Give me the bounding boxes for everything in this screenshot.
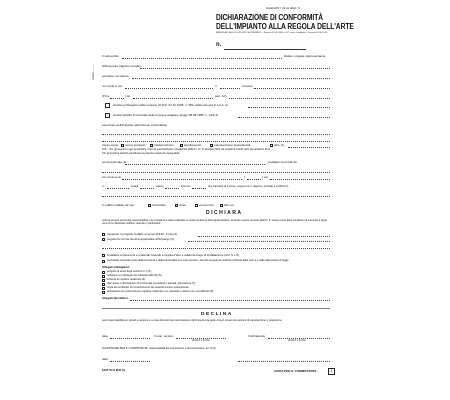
label-albo: iscritta all'Albo Provinciale delle Imprese artigiane (legge 08.08.1985, n. 443) di: [113, 113, 218, 117]
label-data-2: data: [102, 357, 108, 361]
interno-field[interactable]: [192, 188, 206, 189]
label-proprieta: di proprietà di (nome, cognome o ragione sociale e indirizzo): [208, 184, 289, 188]
allegato-3-checkbox[interactable]: [102, 279, 105, 282]
label-titolare: titolare o legale rappresentante: [284, 54, 326, 58]
trasformazione-checkbox[interactable]: [150, 144, 153, 147]
allegato-5-checkbox[interactable]: [102, 287, 105, 290]
componenti-checkbox[interactable]: [102, 254, 105, 257]
header-subtitle: MINISTERO DELLO SVILUPPO ECONOMICO - Decreto 22.01.2008, n.37 e succ. modifiche - Decreto 19.05.2010: [216, 32, 328, 34]
label-installato: installato nei locali siti: [268, 160, 297, 164]
label-nel-comune: nel comune di: [102, 175, 121, 179]
option-altri-usi: altri usi: [224, 203, 234, 207]
label-operante: operante nel settore: [102, 74, 129, 78]
via-2-field[interactable]: [270, 179, 330, 180]
label-prov-2: (: [244, 175, 245, 179]
operante-field[interactable]: [132, 78, 330, 79]
allegato-5: copia del certificato di riconoscimento dei requisiti tecnico-professionali;: [107, 286, 190, 289]
label-tel: ) tel.: [125, 94, 131, 98]
option-trasformazione: trasformazione: [154, 143, 174, 147]
option-ampliamento: ampliamento: [184, 143, 202, 147]
label-resp-tecnico: Il resp. tecnico: [154, 334, 174, 338]
section-divider: [102, 308, 330, 309]
dichiara-item-1: rispettato il progetto redatto ai sensi dell'art. 5 (da (2): [107, 232, 178, 236]
title-line-2: DELL'IMPIANTO ALLA REGOLA DELL'ARTE: [216, 21, 354, 31]
altri-usi-checkbox[interactable]: [220, 204, 223, 207]
data-2-field[interactable]: [110, 361, 150, 362]
dichiara-title: DICHIARA: [206, 210, 243, 216]
label-piano: piano: [156, 184, 164, 188]
label-inteso: inteso come:: [102, 143, 120, 147]
allegato-1-checkbox[interactable]: [102, 271, 105, 274]
label-dichiarante: Il dichiarante: [248, 334, 266, 338]
declina-title: DECLINA: [201, 312, 233, 317]
declina-text: ogni responsabilità per sinistri a persone o a cose derivanti da manomissione dell'impianto da parte di terzi ovvero da carenze di manutenzione o riparazione.: [102, 319, 283, 322]
label-comune: comune: [242, 84, 253, 88]
proprieta-field[interactable]: [102, 196, 330, 197]
inteso-note-2: Per gli impianti elettrici specificare la potenza massima impegnabile.: [102, 152, 181, 155]
label-scala: scala: [131, 184, 139, 188]
esecutrice-field-1[interactable]: [102, 134, 330, 135]
commissionato-field[interactable]: [125, 164, 265, 165]
option-manutenzione: manutenzione straordinaria: [214, 143, 251, 147]
form-number-label: n.: [216, 42, 222, 48]
installato-field[interactable]: [102, 172, 330, 173]
form-number-field[interactable]: [224, 49, 306, 50]
albo-field[interactable]: [238, 117, 330, 118]
allegato-1: progetto ai sensi degli articoli 5 e 7 (4);: [107, 270, 152, 273]
allegato-label: ALLEGATO I, (di cui all'art. 7): [266, 7, 300, 10]
registro-field[interactable]: [248, 107, 330, 108]
allegati-facoltativi-label: Allegati facoltativi:: [102, 296, 129, 300]
via-field[interactable]: [125, 88, 213, 89]
footer-copy-label: COPIA PER IL COMMITTENTE: [274, 369, 317, 373]
title-line-1: DICHIARAZIONE DI CONFORMITÀ: [216, 12, 324, 22]
esecutrice-field-2[interactable]: [102, 141, 330, 142]
label-esecutrice: esecutrice dell'impianto (descrizione schematica): [102, 123, 168, 127]
timbro-firma-2: (timbro e firma): [288, 339, 306, 342]
piano-field[interactable]: [165, 188, 179, 189]
albo-checkbox[interactable]: [105, 113, 110, 118]
option-commercio: commercio: [199, 203, 214, 207]
timbro-firma-1: (timbro e firma): [192, 339, 210, 342]
impresa-field[interactable]: [140, 68, 330, 69]
avvertenze-text: AVVERTENZE PER IL COMMITTENTE: responsabilità del committente o del proprietario, art. 8 (9).: [102, 347, 217, 350]
industriale-checkbox[interactable]: [148, 204, 151, 207]
label-edificio: in edificio adibito ad uso:: [102, 203, 135, 207]
label-n: n.: [215, 84, 218, 88]
label-prov: (Prov.: [102, 94, 110, 98]
norma-field[interactable]: [188, 241, 330, 242]
option-altro: altro (1): [274, 143, 285, 147]
progetto-checkbox[interactable]: [102, 233, 105, 236]
allegato-2: relazione con tipologie dei materiali utilizzati (5);: [107, 274, 163, 277]
allegato-6: attestazione di conformità per impianto realizzato con materiali o sistemi non normalizzati (8).: [107, 290, 214, 293]
dichiara-item-2: seguito la norma tecnica applicabile all'impiego (3): [107, 237, 174, 241]
allegato-2-checkbox[interactable]: [102, 275, 105, 278]
footer-code: E203 ITC/1 M/11 (a): [102, 369, 126, 372]
label-via: ) via: [262, 175, 268, 179]
scala-field[interactable]: [140, 188, 154, 189]
controllato-checkbox[interactable]: [102, 260, 105, 263]
form-sheet: [88, 0, 358, 400]
label-sottoscritto: Il sottoscritto: [102, 54, 119, 58]
n-2-field[interactable]: [107, 188, 129, 189]
option-nuovo-impianto: nuovo impianto: [125, 143, 146, 147]
label-impresa: dell'impresa (ragione sociale): [102, 64, 141, 68]
page-number: 1: [328, 368, 335, 375]
ampliamento-checkbox[interactable]: [180, 144, 183, 147]
prov-2-field[interactable]: [247, 179, 261, 180]
comune-field[interactable]: [254, 88, 330, 89]
dichiara-item-4: controllato l'impianto ai fini della sicurezza e della funzionalità con esito positivo, avendo eseguito le verifiche richieste dalle norme e dalle disposizioni di legge.: [107, 259, 290, 262]
option-civile: civile: [179, 203, 186, 207]
norma-checkbox[interactable]: [102, 238, 105, 241]
altro-checkbox[interactable]: [270, 144, 273, 147]
label-commissionato: commissionato da: [102, 160, 127, 164]
civico-field[interactable]: [220, 88, 240, 89]
norma-field-2[interactable]: [102, 248, 330, 249]
label-data: data: [102, 334, 108, 338]
allegato-4-checkbox[interactable]: [102, 283, 105, 286]
nuovo-impianto-checkbox[interactable]: [121, 144, 124, 147]
allegato-6-checkbox[interactable]: [102, 291, 105, 294]
label-con-sede: con sede in via: [102, 84, 123, 88]
manutenzione-checkbox[interactable]: [210, 144, 213, 147]
side-note: Codice ............: [92, 63, 95, 80]
prov-field[interactable]: [110, 98, 124, 99]
allegato-4: riferimento a dichiarazioni di conformità precedenti o parziali, già esistenti (7);: [107, 282, 196, 285]
label-registro: iscritta nel Registro delle Imprese (D.P.R. 07.12.1995, n. 581) della Camera C.I.A.A. di: [113, 103, 228, 107]
label-n-2: n.: [102, 184, 105, 188]
option-industriale: industriale: [152, 203, 166, 207]
allegato-3: schema di impianto realizzato (6);: [107, 278, 146, 281]
data-field[interactable]: [110, 338, 150, 339]
dichiara-intro: sotto la propria personale responsabilità, che l'impianto è stato realizzato in modo conforme alla regola dell'arte, secondo quanto previsto dall'art. 6, tenuto conto delle condizioni di esercizio e degli usi a cui è destinato l'edificio, avendo in particolare:: [102, 219, 327, 226]
dichiara-item-3: installato componenti e materiali costruiti a regola d'arte e adatti al luogo di installazione (artt. 5 e 6);: [107, 253, 240, 257]
civile-checkbox[interactable]: [175, 204, 178, 207]
sottoscritto-field[interactable]: [122, 58, 282, 59]
commercio-checkbox[interactable]: [195, 204, 198, 207]
registro-checkbox[interactable]: [105, 103, 110, 108]
progetto-field[interactable]: [198, 236, 330, 237]
firma-committente-field[interactable]: [238, 361, 330, 362]
tel-field[interactable]: [133, 98, 213, 99]
allegati-obbligatori-label: Allegati obbligatori:: [102, 265, 131, 269]
nel-comune-field[interactable]: [122, 179, 242, 180]
allegati-facoltativi-field[interactable]: [130, 300, 330, 301]
altro-field[interactable]: [288, 147, 330, 148]
label-interno: interno: [181, 184, 191, 188]
label-piva: part. IVA: [215, 94, 227, 98]
piva-field[interactable]: [229, 98, 330, 99]
inteso-note-1: N.B. - Per gli impianti a gas specificare il tipo di gas distribuito: canalizzato della 1ª, 2ª, 3ª famiglia; GPL da recipienti mobili; GPL da serbatoio fisso.: [102, 148, 271, 151]
